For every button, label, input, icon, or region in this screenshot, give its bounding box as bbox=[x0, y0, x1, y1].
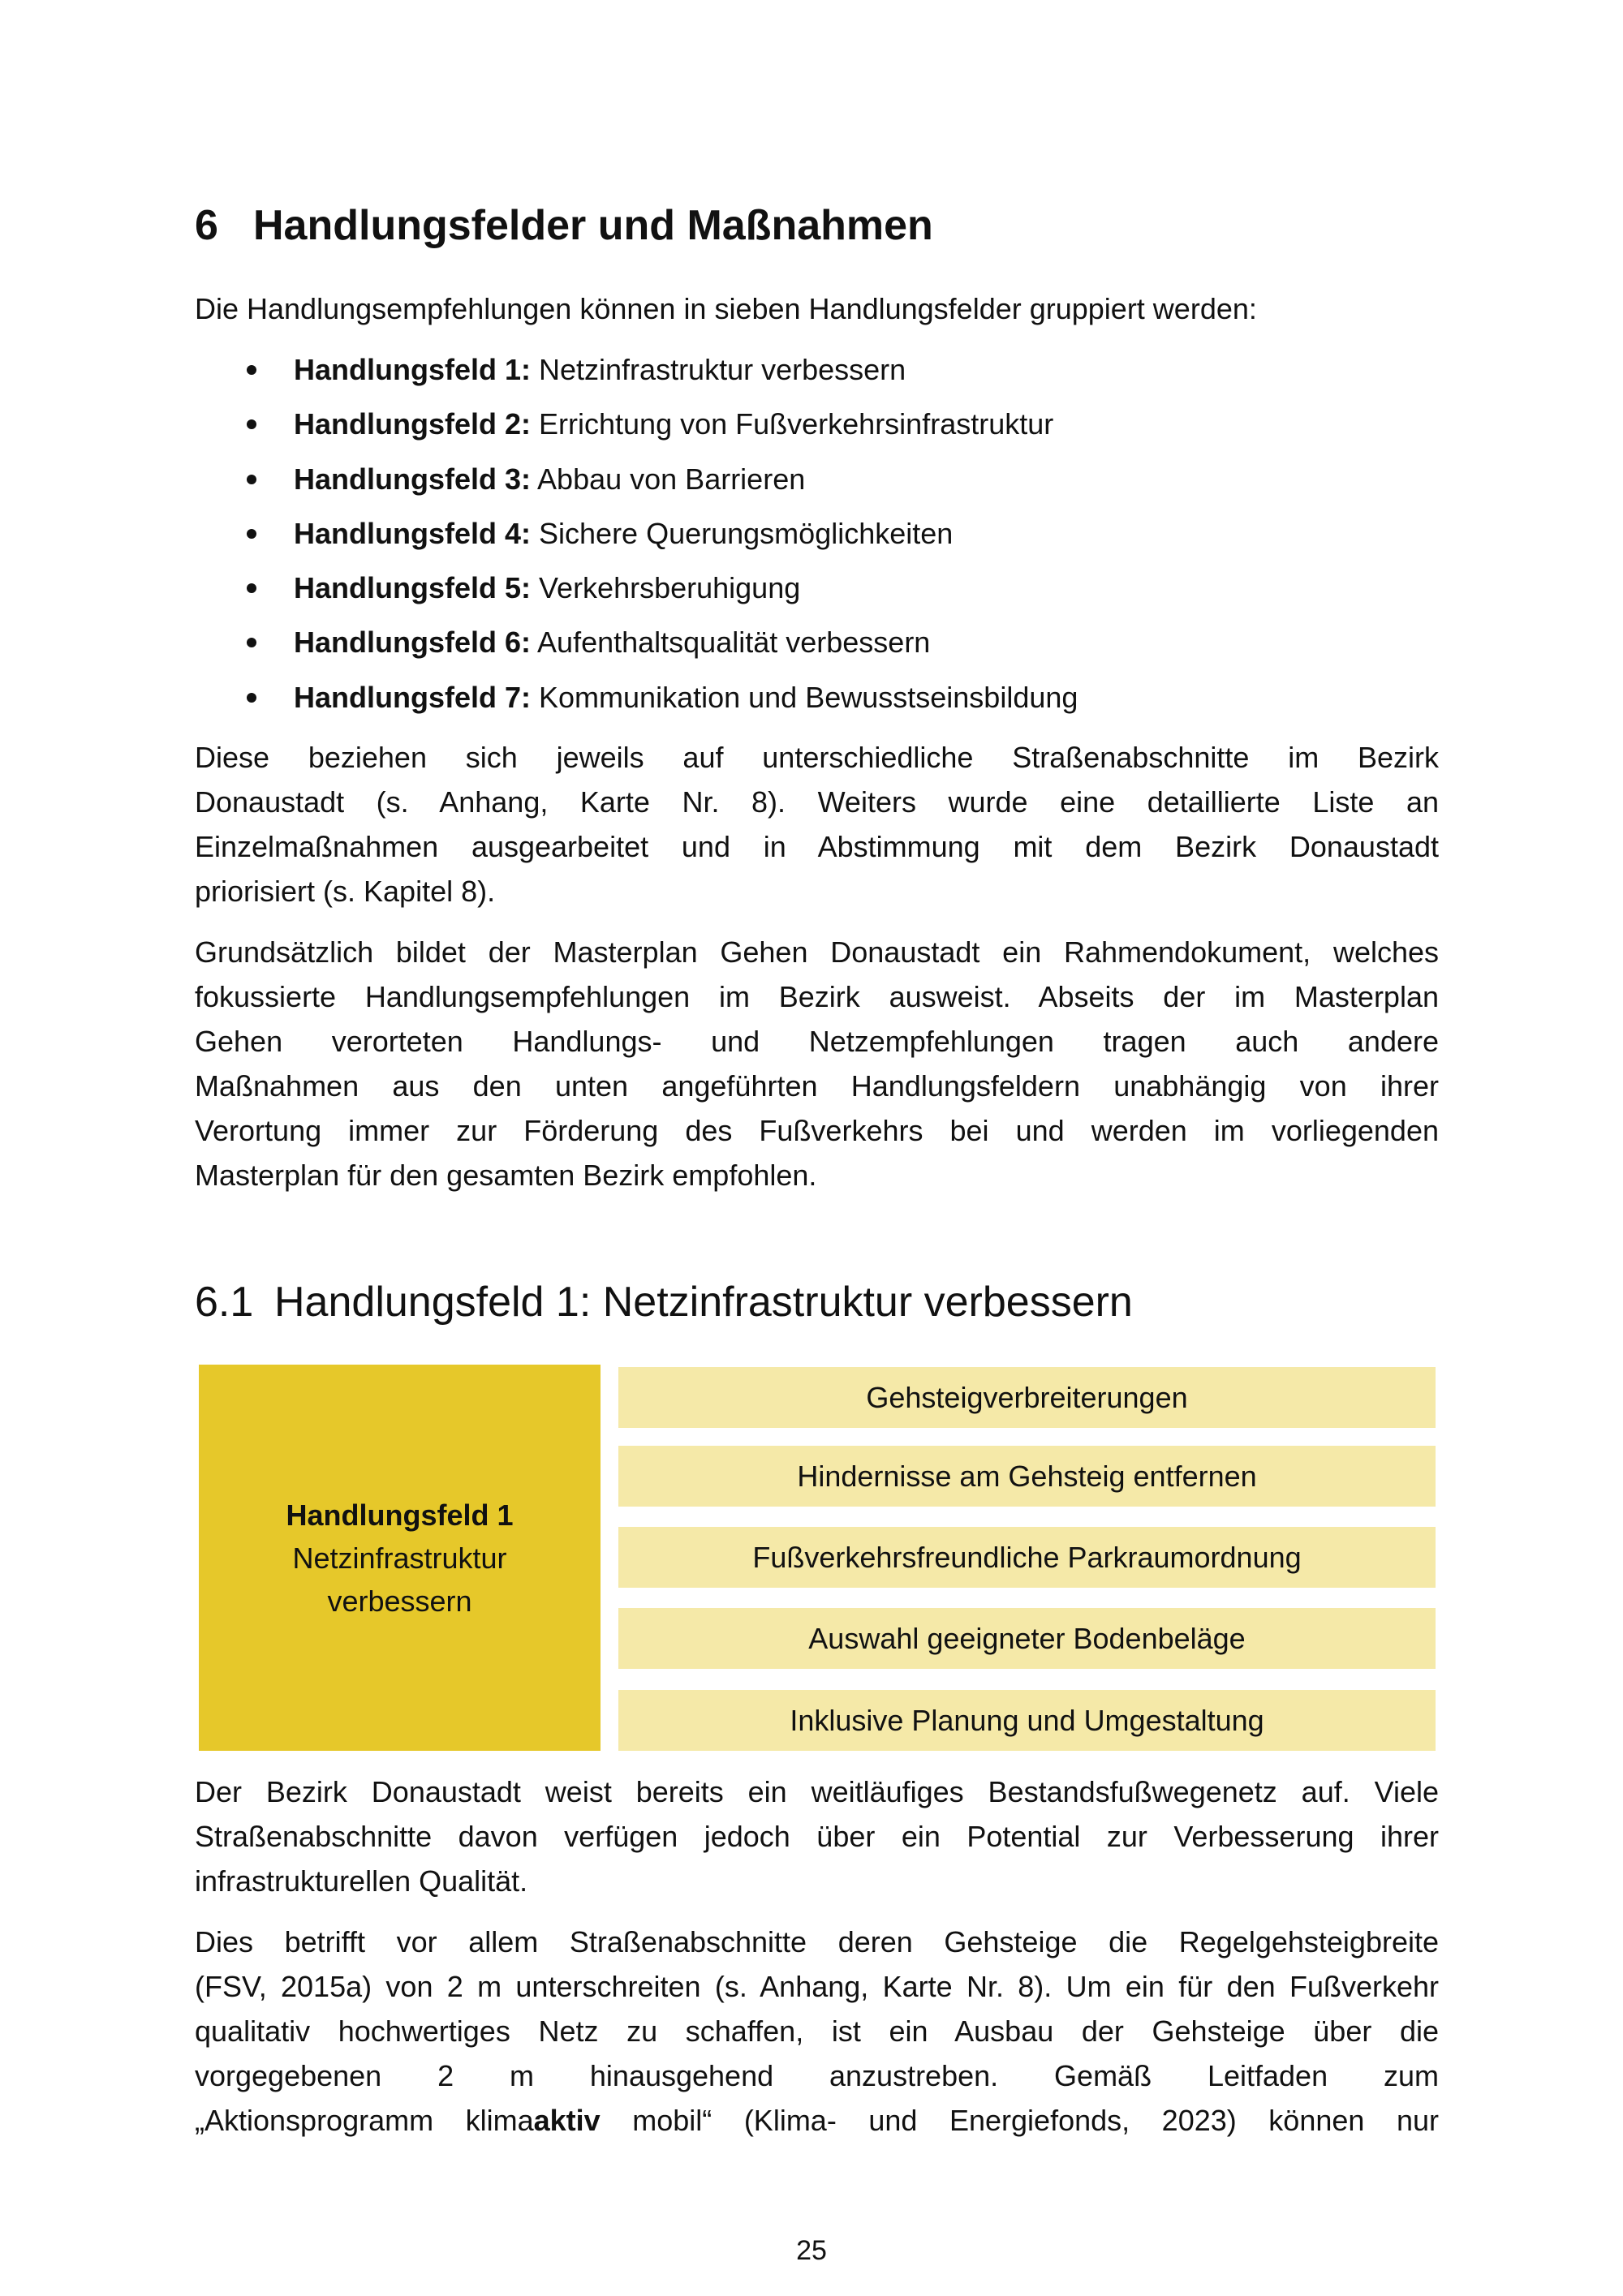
text-line: priorisiert (s. Kapitel 8). bbox=[195, 875, 496, 908]
bullet-icon bbox=[247, 693, 256, 703]
bullet-icon bbox=[247, 419, 256, 429]
text-line: Masterplan für den gesamten Bezirk empfohlen. bbox=[195, 1159, 817, 1192]
text-line: Diese beziehen sich jeweils auf unterschiedliche Straßenabschnitte im Bezirk bbox=[195, 741, 1439, 774]
list-item bbox=[243, 675, 1078, 729]
paragraph-4 bbox=[195, 1920, 1439, 2143]
text-line: Einzelmaßnahmen ausgearbeitet und in Abstimmung mit dem Bezirk Donaustadt bbox=[195, 830, 1439, 863]
bullet-icon bbox=[247, 638, 256, 647]
section-heading: 6 Handlungsfelder und Maßnahmen bbox=[195, 202, 933, 249]
list-item-text: Abbau von Barrieren bbox=[531, 462, 806, 496]
list-item-text: Aufenthaltsqualität verbessern bbox=[531, 626, 931, 660]
measure-box: Gehsteigverbreiterungen bbox=[618, 1367, 1436, 1428]
measure-box: Inklusive Planung und Umgestaltung bbox=[618, 1690, 1436, 1751]
text-segment-bold: aktiv bbox=[533, 2104, 601, 2137]
list-item bbox=[243, 347, 1078, 402]
main-box-title: Handlungsfeld 1 bbox=[286, 1498, 514, 1532]
bullet-icon bbox=[247, 583, 256, 593]
paragraph-1 bbox=[195, 735, 1439, 914]
text-line: Dies betrifft vor allem Straßenabschnitte deren Gehsteige die Regelgehsteigbreite bbox=[195, 1925, 1439, 1958]
text-line: infrastrukturellen Qualität. bbox=[195, 1864, 528, 1898]
list-item-text: Netzinfrastruktur verbessern bbox=[531, 353, 906, 386]
text-line: Straßenabschnitte davon verfügen jedoch über ein Potential zur Verbesserung ihrer bbox=[195, 1820, 1439, 1853]
bullet-icon bbox=[247, 475, 256, 484]
list-item-text: Errichtung von Fußverkehrsinfrastruktur bbox=[531, 407, 1054, 441]
text-line: Donaustadt (s. Anhang, Karte Nr. 8). Weiters wurde eine detaillierte Liste an bbox=[195, 785, 1439, 819]
page-number: 25 bbox=[796, 2235, 827, 2266]
list-item-label: Handlungsfeld 1: bbox=[294, 353, 532, 386]
main-box-line2: verbessern bbox=[327, 1584, 472, 1618]
handlungsfelder-list bbox=[243, 347, 1078, 729]
list-item bbox=[243, 511, 1078, 565]
list-item-text: Sichere Querungsmöglichkeiten bbox=[531, 516, 954, 550]
text-line: Der Bezirk Donaustadt weist bereits ein weitläufiges Bestandsfußwegenetz auf. Viele bbox=[195, 1775, 1439, 1808]
measure-box: Auswahl geeigneter Bodenbeläge bbox=[618, 1608, 1436, 1669]
list-item bbox=[243, 620, 1078, 674]
list-item bbox=[243, 565, 1078, 620]
measure-box: Hindernisse am Gehsteig entfernen bbox=[618, 1446, 1436, 1507]
list-item-text: Verkehrsberuhigung bbox=[531, 571, 801, 605]
text-line: qualitativ hochwertiges Netz zu schaffen, ist ein Ausbau der Gehsteige über die bbox=[195, 2014, 1439, 2048]
list-item-label: Handlungsfeld 3: bbox=[294, 462, 532, 496]
measure-box: Fußverkehrsfreundliche Parkraumordnung bbox=[618, 1527, 1436, 1588]
list-item-label: Handlungsfeld 4: bbox=[294, 516, 532, 550]
paragraph-3 bbox=[195, 1769, 1439, 1903]
text-segment: „Aktionsprogramm klima bbox=[195, 2104, 534, 2137]
list-item-label: Handlungsfeld 6: bbox=[294, 626, 532, 660]
bullet-icon bbox=[247, 529, 256, 539]
subsection-heading: 6.1 Handlungsfeld 1: Netzinfrastruktur verbessern bbox=[195, 1279, 1133, 1326]
text-line: Gehen verorteten Handlungs- und Netzempfehlungen tragen auch andere bbox=[195, 1025, 1439, 1058]
paragraph-2 bbox=[195, 930, 1439, 1197]
text-line: Verortung immer zur Förderung des Fußverkehrs bei und werden im vorliegenden bbox=[195, 1114, 1439, 1147]
list-item bbox=[243, 402, 1078, 456]
text-line bbox=[195, 2098, 1439, 2143]
list-item-label: Handlungsfeld 5: bbox=[294, 571, 532, 605]
list-item-label: Handlungsfeld 2: bbox=[294, 407, 532, 441]
bullet-icon bbox=[247, 365, 256, 375]
main-box-line1: Netzinfrastruktur bbox=[292, 1541, 507, 1575]
text-line: fokussierte Handlungsempfehlungen im Bezirk ausweist. Abseits der im Masterplan bbox=[195, 980, 1439, 1013]
handlungsfeld-main-box bbox=[199, 1365, 601, 1751]
list-item bbox=[243, 457, 1078, 511]
intro-text: Die Handlungsempfehlungen können in sieben Handlungsfelder gruppiert werden: bbox=[195, 292, 1257, 325]
text-segment: mobil“ (Klima- und Energiefonds, 2023) können nur bbox=[600, 2104, 1439, 2137]
text-line: vorgegebenen 2 m hinausgehend anzustreben. Gemäß Leitfaden zum bbox=[195, 2059, 1439, 2092]
text-line: Grundsätzlich bildet der Masterplan Gehen Donaustadt ein Rahmendokument, welches bbox=[195, 935, 1439, 969]
text-line: Maßnahmen aus den unten angeführten Handlungsfeldern unabhängig von ihrer bbox=[195, 1069, 1439, 1103]
text-line: (FSV, 2015a) von 2 m unterschreiten (s. Anhang, Karte Nr. 8). Um ein für den Fußverkehr bbox=[195, 1970, 1439, 2003]
list-item-text: Kommunikation und Bewusstseinsbildung bbox=[531, 680, 1078, 714]
list-item-label: Handlungsfeld 7: bbox=[294, 680, 532, 714]
